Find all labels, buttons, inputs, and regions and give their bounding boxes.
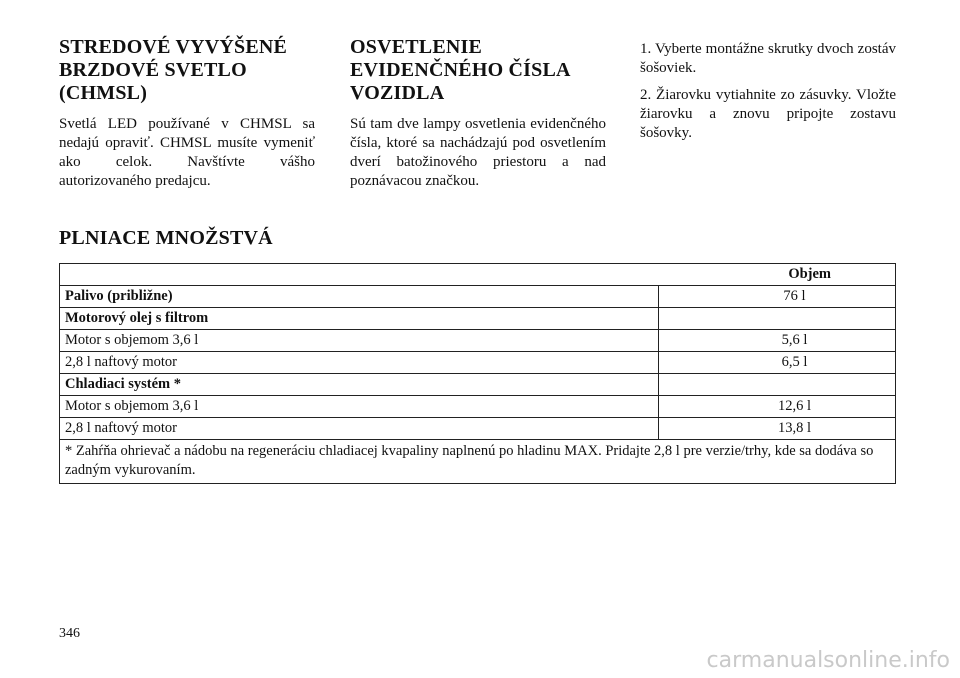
title-line: BRZDOVÉ SVETLO [59, 59, 247, 81]
row-label: Motorový olej s filtrom [60, 308, 659, 330]
row-value [659, 308, 896, 330]
row-label: Palivo (približne) [60, 286, 659, 308]
row-label: Chladiaci systém * [60, 374, 659, 396]
row-value: 12,6 l [659, 396, 896, 418]
section-chmsl [59, 36, 315, 191]
section-steps [640, 40, 896, 143]
table-footnote: * Zahŕňa ohrievač a nádobu na regeneráciu chladiacej kvapaliny naplnenú po hladinu MAX. Pridajte 2,8 l pre verzie/trhy, kde sa dodáva so zadným vykurovaním. [60, 440, 896, 484]
table-row [60, 374, 896, 396]
row-value: 6,5 l [659, 352, 896, 374]
row-label: Motor s objemom 3,6 l [60, 330, 659, 352]
section-body-chmsl: Svetlá LED používané v CHMSL sa nedajú opraviť. CHMSL musíte vymeniť ako celok. Navštívte vášho autorizovaného predajcu. [59, 116, 315, 189]
title-line: VOZIDLA [350, 82, 445, 104]
table-row [60, 418, 896, 440]
table-row [60, 286, 896, 308]
title-line: STREDOVÉ VYVÝŠENÉ [59, 36, 288, 58]
table-row [60, 308, 896, 330]
row-value [659, 374, 896, 396]
table-header-row [60, 264, 896, 286]
title-line: (CHMSL) [59, 82, 148, 104]
header-volume: Objem [60, 264, 896, 286]
row-value: 5,6 l [659, 330, 896, 352]
table-row [60, 396, 896, 418]
section-body-license-lamp: Sú tam dve lampy osvetlenia evidenčného čísla, ktoré sa nachádzajú pod osvetlením dverí batožinového priestoru a nad poznávacou značkou. [350, 116, 606, 189]
row-value: 76 l [659, 286, 896, 308]
page-number: 346 [59, 626, 80, 641]
row-label: 2,8 l naftový motor [60, 418, 659, 440]
section-license-lamp [350, 36, 606, 191]
row-value: 13,8 l [659, 418, 896, 440]
section-title-chmsl [59, 36, 315, 105]
capacities-table [59, 263, 896, 484]
step-2: 2. Žiarovku vytiahnite zo zásuvky. Vložte žiarovku a znovu pripojte zostavu šošovky. [640, 87, 896, 141]
step-1: 1. Vyberte montážne skrutky dvoch zostáv šošoviek. [640, 41, 896, 76]
watermark: carmanualsonline.info [706, 648, 950, 673]
section-title-license-lamp [350, 36, 606, 105]
title-line: OSVETLENIE [350, 36, 483, 58]
table-row [60, 330, 896, 352]
table-row [60, 352, 896, 374]
row-label: Motor s objemom 3,6 l [60, 396, 659, 418]
title-line: EVIDENČNÉHO ČÍSLA [350, 59, 571, 81]
row-label: 2,8 l naftový motor [60, 352, 659, 374]
table-note-row [60, 440, 896, 484]
capacities-title: PLNIACE MNOŽSTVÁ [59, 227, 273, 249]
